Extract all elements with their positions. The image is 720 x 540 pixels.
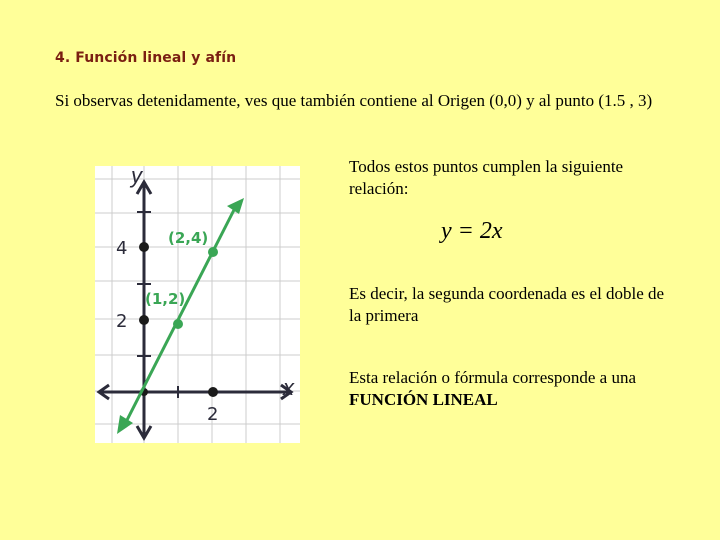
- conclusion-text: [349, 367, 669, 411]
- point-2-4: [208, 247, 218, 257]
- conclusion-bold: FUNCIÓN LINEAL: [349, 390, 498, 409]
- grid: [95, 166, 300, 443]
- axes: [99, 182, 291, 438]
- linear-function-graph: [95, 166, 300, 443]
- x-axis-label: x: [283, 375, 294, 400]
- explanation-text: Es decir, la segunda coordenada es el doble de la primera: [349, 284, 665, 325]
- intro-paragraph: Si observas detenidamente, ves que también contiene al Origen (0,0) y al punto (1.5 , 3): [55, 91, 653, 110]
- y-tick-label-2: 2: [116, 311, 128, 332]
- conclusion-prefix: Esta relación o fórmula corresponde a una: [349, 368, 636, 387]
- point-1-2: [173, 319, 183, 329]
- x-tick-dot-2: [208, 387, 218, 397]
- y-axis-label: y: [131, 166, 142, 188]
- point-label-1-2: (1,2): [145, 290, 186, 308]
- x-tick-label-2: 2: [207, 404, 219, 425]
- y-tick-label-4: 4: [116, 238, 128, 259]
- formula: y = 2x: [441, 218, 503, 244]
- relation-text: Todos estos puntos cumplen la siguiente relación:: [349, 157, 624, 198]
- slide-title: 4. Función lineal y afín: [55, 50, 237, 66]
- point-label-2-4: (2,4): [168, 229, 209, 247]
- y-tick-dot-4: [139, 242, 149, 252]
- y-tick-dot-2: [139, 315, 149, 325]
